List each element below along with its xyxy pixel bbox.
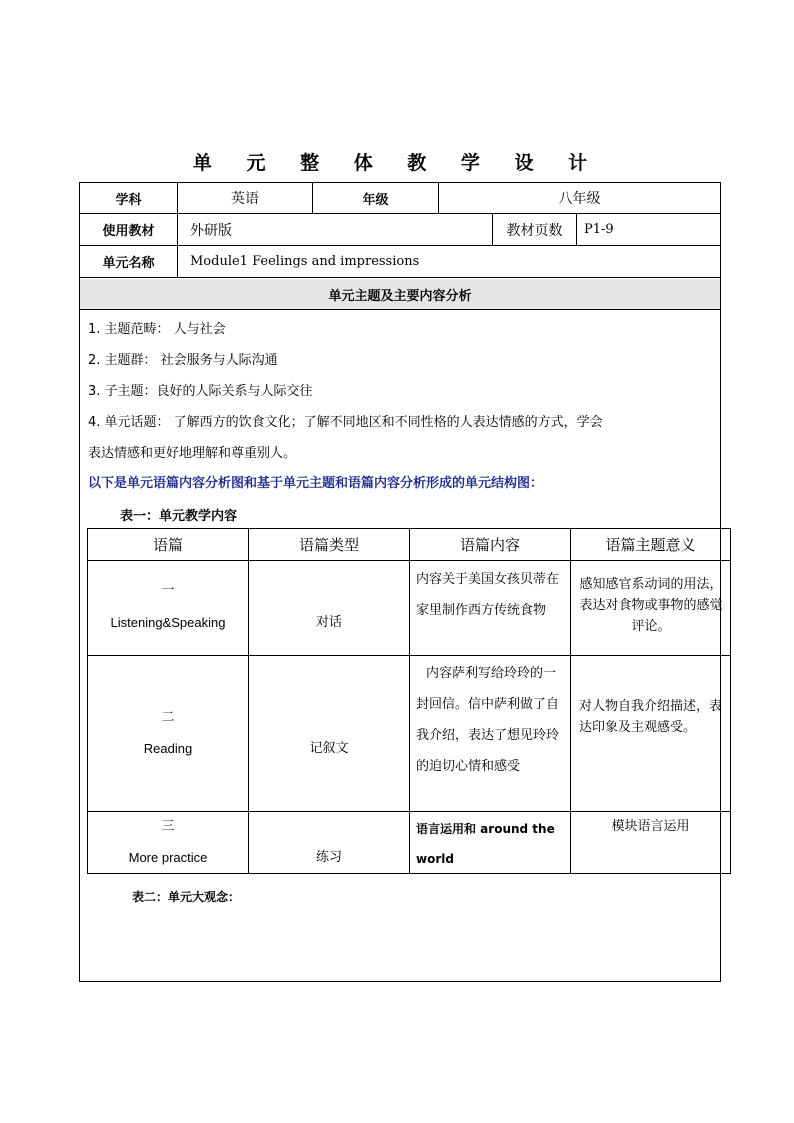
divider xyxy=(88,811,730,812)
divider xyxy=(88,560,730,561)
grade-value: 八年级 xyxy=(558,191,601,207)
row-name: Listening&Speaking xyxy=(110,615,226,630)
textbook-label: 使用教材 xyxy=(102,224,155,239)
divider xyxy=(576,213,577,245)
row-content: 内容关于美国女孩贝蒂在家里制作西方传统食物 xyxy=(416,572,560,618)
row-type: 记叙文 xyxy=(309,741,349,756)
row-name: More practice xyxy=(128,850,208,865)
unit-label: 单元名称 xyxy=(102,256,155,271)
pages-label: 教材页数 xyxy=(506,222,563,239)
unit-topic-line2: 表达情感和更好地理解和尊重别人。 xyxy=(88,446,297,461)
sub-topic: 3. 子主题：良好的人际关系与人际交往 xyxy=(88,384,313,399)
section-header: 单元主题及主要内容分析 xyxy=(328,288,472,304)
subject-label: 学科 xyxy=(115,192,142,208)
pages-value: P1-9 xyxy=(584,222,614,237)
page-title: 单 元 整 体 教 学 设 计 xyxy=(192,152,602,174)
grade-label: 年级 xyxy=(362,192,389,208)
table-header: 语篇内容 xyxy=(459,536,520,554)
row-type: 练习 xyxy=(315,850,342,865)
topic-group: 2. 主题群： 社会服务与人际沟通 xyxy=(88,353,278,368)
table2-caption: 表二：单元大观念： xyxy=(132,890,241,904)
row-meaning: 感知感官系动词的用法，表达对食物或事物的感觉评论。 xyxy=(579,577,723,634)
divider xyxy=(409,529,410,873)
divider xyxy=(80,277,720,278)
divider xyxy=(88,655,730,656)
row-meaning: 模块语言运用 xyxy=(611,819,690,834)
divider xyxy=(80,309,720,310)
row-name: Reading xyxy=(143,741,193,756)
unit-topic-line1: 4. 单元话题： 了解西方的饮食文化；了解不同地区和不同性格的人表达情感的方式，学会 xyxy=(88,415,603,430)
row-number: 三 xyxy=(161,819,175,834)
row-content: 语言运用和 around the world xyxy=(416,822,555,866)
table1-caption: 表一：单元教学内容 xyxy=(120,509,238,524)
row-content: 内容萨利写给玲玲的一封回信。信中萨利做了自我介绍，表达了想见玲玲的迫切心情和感受 xyxy=(416,666,560,774)
unit-value: Module1 Feelings and impressions xyxy=(190,254,420,269)
table-header: 语篇 xyxy=(152,536,183,554)
divider xyxy=(248,529,249,873)
row-number: 一 xyxy=(161,583,175,598)
table-header: 语篇类型 xyxy=(298,536,359,554)
row-number: 二 xyxy=(161,710,175,725)
row-meaning: 对人物自我介绍描述，表达印象及主观感受。 xyxy=(579,699,723,735)
subject-value: 英语 xyxy=(231,191,259,207)
textbook-value: 外研版 xyxy=(190,222,232,239)
table-header: 语篇主题意义 xyxy=(605,536,696,554)
topic-scope: 1. 主题范畴： 人与社会 xyxy=(88,322,226,337)
row-type: 对话 xyxy=(315,615,342,630)
analysis-intro: 以下是单元语篇内容分析图和基于单元主题和语篇内容分析形成的单元结构图： xyxy=(88,476,544,491)
